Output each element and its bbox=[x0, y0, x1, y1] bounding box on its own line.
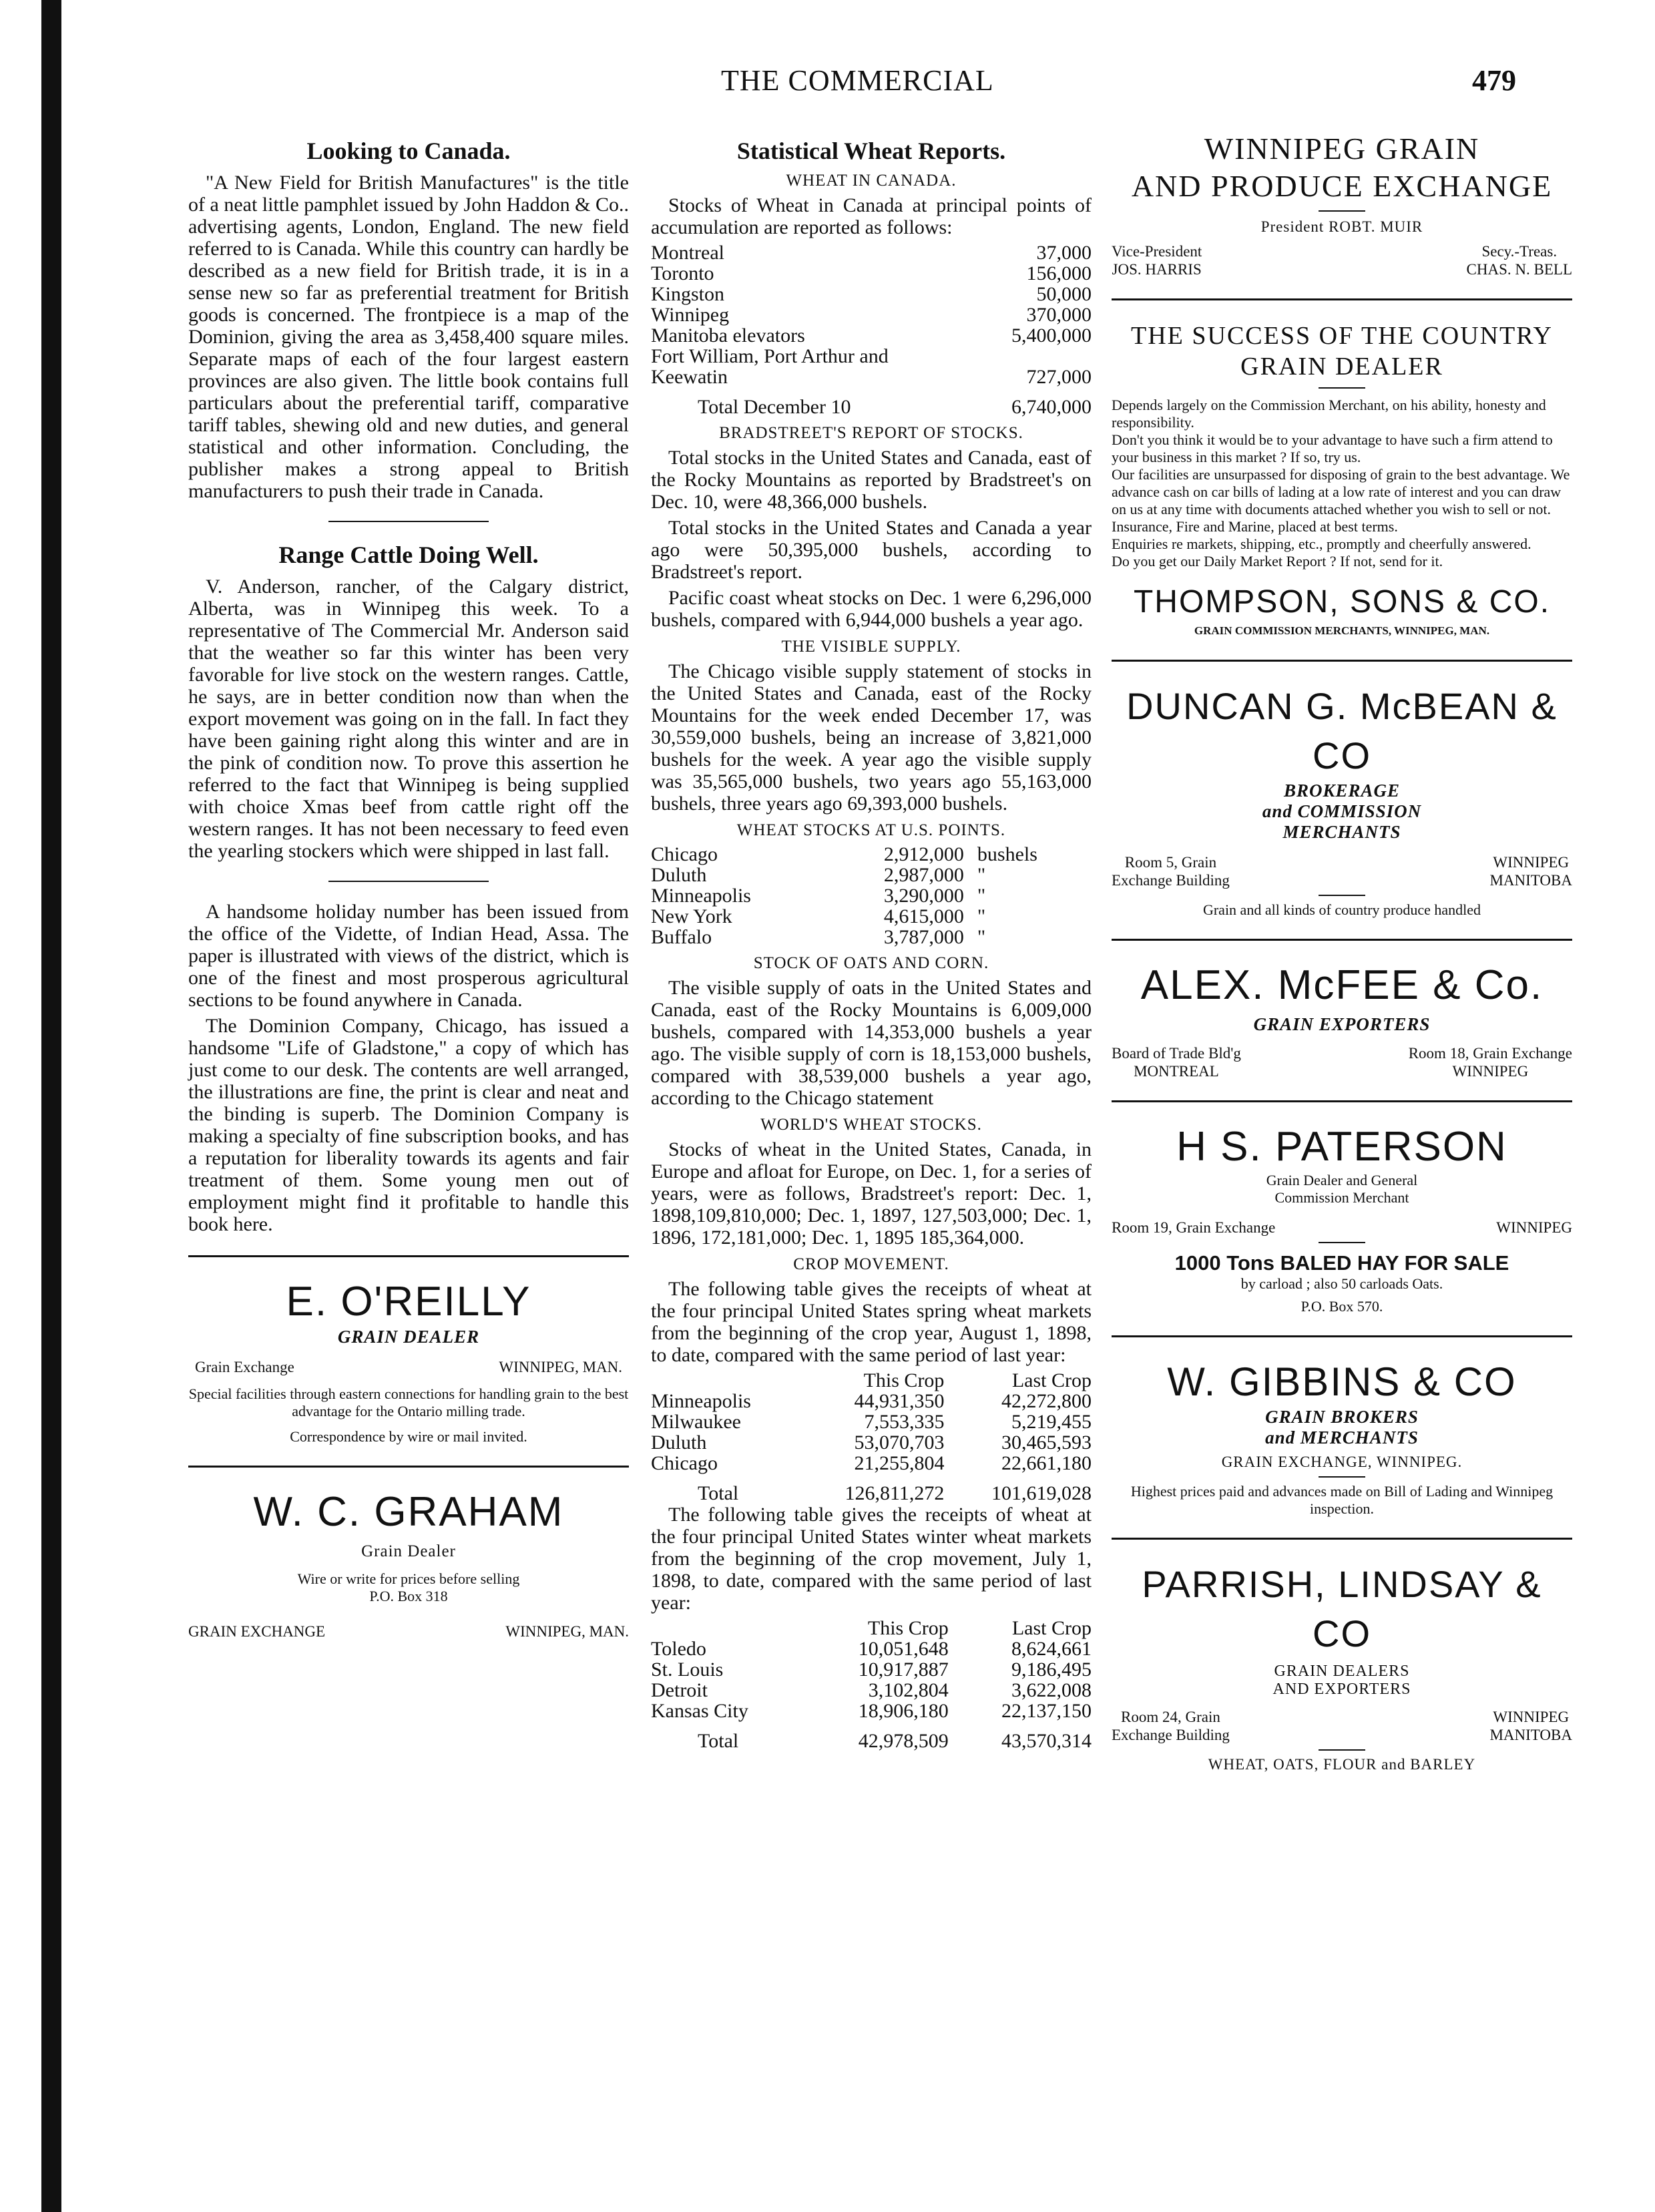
column-1 bbox=[188, 130, 629, 1640]
section-heading: BRADSTREET'S REPORT OF STOCKS. bbox=[719, 424, 1023, 442]
article-title: Looking to Canada. bbox=[306, 138, 511, 164]
article-title: Range Cattle Doing Well. bbox=[278, 541, 539, 568]
ad-subtitle: MERCHANTS bbox=[1282, 822, 1401, 842]
place-cell: Kansas City bbox=[651, 1700, 748, 1722]
ad-text: Enquiries re markets, shipping, etc., promptly and cheerfully answered. bbox=[1112, 535, 1531, 552]
ad-name: WINNIPEG GRAIN bbox=[1204, 132, 1480, 166]
place-cell: Keewatin bbox=[651, 366, 728, 388]
winter-wheat-table bbox=[651, 1618, 1092, 1751]
ad-subtitle: Grain Dealer and General bbox=[1266, 1172, 1418, 1188]
value-cell: 37,000 bbox=[1036, 242, 1092, 264]
ad-note: Grain and all kinds of country produce handled bbox=[1202, 901, 1481, 918]
ad-subtitle: Commission Merchant bbox=[1274, 1189, 1409, 1206]
section-heading: WHEAT STOCKS AT U.S. POINTS. bbox=[736, 821, 1006, 839]
value-cell: 10,051,648 bbox=[858, 1638, 949, 1660]
place-cell: Toledo bbox=[651, 1638, 706, 1660]
ad-address: GRAIN EXCHANGE, WINNIPEG. bbox=[1221, 1454, 1463, 1470]
section-heading: THE VISIBLE SUPPLY. bbox=[781, 638, 961, 656]
ad-headline: THE SUCCESS OF THE COUNTRY bbox=[1131, 322, 1553, 350]
value-cell: 53,070,703 bbox=[854, 1431, 945, 1454]
table-row bbox=[651, 1680, 1092, 1701]
value-cell: 21,255,804 bbox=[854, 1452, 945, 1474]
table-row bbox=[651, 242, 1092, 263]
ad-paterson bbox=[1112, 1122, 1572, 1315]
article-body: Stocks of Wheat in Canada at principal points of accumulation are reported as follows: bbox=[651, 194, 1092, 238]
table-row bbox=[651, 367, 1092, 387]
table-row bbox=[651, 1638, 1092, 1659]
ad-text: Wire or write for prices before selling bbox=[297, 1570, 520, 1587]
value-cell: 3,290,000 bbox=[883, 885, 964, 907]
article-body: "A New Field for British Manufactures" is the title of a neat little pamphlet issued by John Haddon & Co.. advertising agents, London, England. The new field referred to is Canada. While this country can hardly be described as a new field for British trade, it is in a sense new so far as preferential treatment for British goods is concerned. The frontpiece is a map of the Dominion, giving the area as 3,458,400 square miles. Separate maps of each of the four largest eastern provinces are also given. The little book contains full particulars about the preferential tariff, comparative tariff tables, shewing old and new duties, and general statistical and other information. Concluding, the publisher makes a strong appeal to British manufacturers to push their trade in Canada. bbox=[188, 172, 629, 502]
table-row bbox=[651, 1701, 1092, 1721]
article-body: The Chicago visible supply statement of stocks in the United States and Canada, east of the Rocky Mountains for the week ended December 17, was 30,559,000 bushels, being an increase of 3,821,000 bushels for the week. A year ago the visible supply was 35,565,000 bushels, two years ago 55,163,000 bushels, three years ago 69,393,000 bushels. bbox=[651, 660, 1092, 815]
divider bbox=[1112, 1538, 1572, 1540]
divider bbox=[1319, 1476, 1365, 1478]
ad-subtitle: and MERCHANTS bbox=[1265, 1427, 1419, 1448]
article-body: Pacific coast wheat stocks on Dec. 1 were 6,296,000 bushels, compared with 6,944,000 bushels a year ago. bbox=[651, 587, 1092, 631]
place-cell: Buffalo bbox=[651, 926, 712, 948]
section-heading: STOCK OF OATS AND CORN. bbox=[753, 954, 989, 972]
ad-parrish bbox=[1112, 1560, 1572, 1773]
value-cell: 50,000 bbox=[1036, 283, 1092, 305]
ad-name: ALEX. McFEE & Co. bbox=[1140, 962, 1544, 1008]
place-cell: Duluth bbox=[651, 864, 707, 886]
ad-address-right: WINNIPEG, MAN. bbox=[499, 1359, 622, 1375]
ad-text: Our facilities are unsurpassed for disposing of grain to the best advantage. We advance cash on car bills of lading at a low rate of interest and you can draw on us at any time with documents attached whether you wish to sell or not. Insurance, Fire and Marine, placed at best terms. bbox=[1112, 466, 1570, 535]
table-row bbox=[651, 1411, 1092, 1432]
officer-title: Vice-President bbox=[1112, 243, 1202, 260]
ad-president: President ROBT. MUIR bbox=[1260, 218, 1423, 235]
ad-address-right: WINNIPEG MANITOBA bbox=[1489, 854, 1572, 889]
value-cell: 42,272,800 bbox=[1001, 1390, 1092, 1412]
ad-name: THOMPSON, SONS & CO. bbox=[1133, 584, 1551, 620]
divider bbox=[1112, 1335, 1572, 1337]
ad-subtitle: AND EXPORTERS bbox=[1272, 1681, 1411, 1698]
ad-text: P.O. Box 570. bbox=[1301, 1298, 1383, 1315]
value-cell: 10,917,887 bbox=[858, 1658, 949, 1681]
article-body: Total stocks in the United States and Canada, east of the Rocky Mountains as reported by Bradstreet's on Dec. 10, were 48,366,000 bushels. bbox=[651, 447, 1092, 513]
divider bbox=[1112, 1100, 1572, 1102]
article-body: The following table gives the receipts of wheat at the four principal United States winter wheat markets from the beginning of the crop movement, July 1, 1898, to date, compared with the same period of last year: bbox=[651, 1504, 1092, 1614]
column-header: This Crop bbox=[863, 1369, 945, 1391]
place-cell: Kingston bbox=[651, 283, 725, 305]
table-row bbox=[651, 1391, 1092, 1411]
table-header bbox=[651, 1370, 1092, 1391]
ad-subtitle: GRAIN COMMISSION MERCHANTS, WINNIPEG, MAN. bbox=[1194, 624, 1490, 637]
total-value: 126,811,272 bbox=[845, 1482, 945, 1504]
unit-cell: " bbox=[977, 864, 986, 886]
ad-gibbins bbox=[1112, 1357, 1572, 1518]
ad-text: Highest prices paid and advances made on Bill of Lading and Winnipeg inspection. bbox=[1130, 1483, 1554, 1517]
page-header-title: THE COMMERCIAL bbox=[721, 64, 994, 97]
value-cell: 3,622,008 bbox=[1011, 1679, 1092, 1701]
ad-text: P.O. Box 318 bbox=[369, 1588, 448, 1604]
place-cell: St. Louis bbox=[651, 1658, 724, 1681]
value-cell: 22,661,180 bbox=[1001, 1452, 1092, 1474]
divider bbox=[1112, 298, 1572, 300]
ad-text: Special facilities through eastern connections for handling grain to the best advantage for the Ontario milling trade. bbox=[188, 1385, 629, 1419]
ad-footer: WHEAT, OATS, FLOUR and BARLEY bbox=[1208, 1756, 1476, 1773]
value-cell: 4,615,000 bbox=[883, 905, 964, 927]
ad-address-right: WINNIPEG bbox=[1496, 1219, 1572, 1236]
divider bbox=[188, 1255, 629, 1257]
section-heading: WHEAT IN CANADA. bbox=[786, 172, 957, 190]
ad-subtitle: GRAIN DEALER bbox=[337, 1327, 480, 1347]
ad-name: W. C. GRAHAM bbox=[253, 1489, 564, 1535]
divider bbox=[1319, 210, 1365, 212]
value-cell: 370,000 bbox=[1026, 304, 1092, 326]
place-cell: Fort William, Port Arthur and bbox=[651, 345, 889, 367]
total-value: 6,740,000 bbox=[1011, 396, 1092, 418]
value-cell: 5,400,000 bbox=[1011, 324, 1092, 347]
table-row bbox=[651, 844, 1092, 865]
spring-wheat-table bbox=[651, 1370, 1092, 1504]
table-total-row bbox=[651, 1474, 1092, 1504]
ad-address bbox=[195, 1358, 622, 1376]
value-cell: 30,465,593 bbox=[1001, 1431, 1092, 1454]
place-cell: Manitoba elevators bbox=[651, 324, 805, 347]
article-title: Statistical Wheat Reports. bbox=[736, 138, 1006, 164]
place-cell: Montreal bbox=[651, 242, 724, 264]
scan-edge bbox=[41, 0, 61, 2212]
ad-subtitle: GRAIN EXPORTERS bbox=[1253, 1014, 1431, 1034]
officer-name: JOS. HARRIS bbox=[1112, 261, 1202, 278]
value-cell: 3,787,000 bbox=[883, 926, 964, 948]
ad-headline: GRAIN DEALER bbox=[1240, 353, 1443, 381]
value-cell: 156,000 bbox=[1026, 262, 1092, 284]
article-body: Stocks of wheat in the United States, Canada, in Europe and afloat for Europe, on Dec. 1, for a series of years, were as follows, Bradstreet's report: Dec. 1, 1898,109,810,000; Dec. 1, 1897, 127,503,000; Dec. 1, 1896, 172,181,000; Dec. 1, 1895 185,364,000. bbox=[651, 1138, 1092, 1249]
column-2 bbox=[651, 130, 1092, 1751]
place-cell: New York bbox=[651, 905, 732, 927]
place-cell: Toronto bbox=[651, 262, 714, 284]
officer-title: Secy.-Treas. bbox=[1481, 243, 1558, 260]
ad-address bbox=[1112, 853, 1572, 889]
table-row bbox=[651, 927, 1092, 947]
value-cell bbox=[981, 346, 1092, 367]
divider bbox=[1319, 1242, 1365, 1243]
value-cell: 7,553,335 bbox=[864, 1411, 945, 1433]
value-cell: 22,137,150 bbox=[1001, 1700, 1092, 1722]
ad-address-left: Room 19, Grain Exchange bbox=[1112, 1219, 1276, 1236]
column-header: Last Crop bbox=[1011, 1369, 1092, 1391]
place-cell: Winnipeg bbox=[651, 304, 730, 326]
ad-address-right: Room 18, Grain Exchange WINNIPEG bbox=[1408, 1045, 1572, 1080]
ad-address-left: GRAIN EXCHANGE bbox=[188, 1623, 326, 1640]
ad-address-left: Room 24, Grain Exchange Building bbox=[1112, 1709, 1230, 1743]
article-body: The visible supply of oats in the United States and Canada, east of the Rocky Mountains is 6,009,000 bushels, compared with 14,353,000 bushels a year ago. The visible supply of corn is 18,153,000 bushels, compared with 38,539,000 bushels a year ago, according to the Chicago statement bbox=[651, 977, 1092, 1109]
ad-text: Don't you think it would be to your advantage to have such a firm attend to your business in this market ? If so, try us. bbox=[1112, 431, 1553, 465]
officer-left bbox=[1112, 242, 1202, 278]
total-value: 42,978,509 bbox=[858, 1730, 949, 1752]
canada-total bbox=[651, 397, 1092, 417]
ad-headline: 1000 Tons BALED HAY FOR SALE bbox=[1174, 1251, 1509, 1275]
ad-address-right: WINNIPEG MANITOBA bbox=[1489, 1709, 1572, 1743]
column-3 bbox=[1112, 130, 1572, 1773]
ad-oreilly bbox=[188, 1277, 629, 1446]
us-points-table bbox=[651, 844, 1092, 947]
divider bbox=[328, 521, 489, 522]
value-cell: 2,912,000 bbox=[883, 843, 964, 865]
article-body: The following table gives the receipts of wheat at the four principal United States spring wheat markets from the beginning of the crop year, August 1, 1898, to date, compared with the same period of last year: bbox=[651, 1278, 1092, 1366]
table-row bbox=[651, 263, 1092, 284]
divider bbox=[1112, 660, 1572, 662]
divider bbox=[1319, 1749, 1365, 1751]
value-cell: 727,000 bbox=[1026, 366, 1092, 388]
column-header: Last Crop bbox=[1011, 1617, 1092, 1639]
table-row bbox=[651, 325, 1092, 346]
place-cell: Milwaukee bbox=[651, 1411, 741, 1433]
section-heading: WORLD'S WHEAT STOCKS. bbox=[760, 1116, 982, 1134]
value-cell: 5,219,455 bbox=[1011, 1411, 1092, 1433]
article-body: A handsome holiday number has been issued from the office of the Vidette, of Indian Head, Assa. The paper is illustrated with views of the district, which is one of the finest and most prosperous agricultural sections to be found anywhere in Canada. bbox=[188, 901, 629, 1011]
section-heading: CROP MOVEMENT. bbox=[793, 1255, 949, 1273]
divider bbox=[1319, 895, 1365, 896]
value-cell: 2,987,000 bbox=[883, 864, 964, 886]
table-row bbox=[651, 906, 1092, 927]
table-row bbox=[651, 346, 1092, 367]
place-cell: Minneapolis bbox=[651, 885, 751, 907]
ad-name: AND PRODUCE EXCHANGE bbox=[1131, 169, 1553, 203]
ad-mcfee bbox=[1112, 961, 1572, 1080]
ad-address bbox=[1112, 1044, 1572, 1080]
ad-subtitle: Grain Dealer bbox=[361, 1542, 456, 1560]
ad-address-left: Room 5, Grain Exchange Building bbox=[1112, 854, 1230, 889]
table-row bbox=[651, 885, 1092, 906]
divider bbox=[328, 881, 489, 882]
ad-name: DUNCAN G. McBEAN & CO bbox=[1126, 685, 1558, 777]
table-row bbox=[651, 865, 1092, 885]
ad-subtitle: GRAIN BROKERS bbox=[1265, 1407, 1419, 1427]
place-cell: Detroit bbox=[651, 1679, 708, 1701]
ad-note: Correspondence by wire or mail invited. bbox=[290, 1428, 527, 1445]
article-body: Total stocks in the United States and Canada a year ago were 50,395,000 bushels, according to Bradstreet's report. bbox=[651, 517, 1092, 583]
value-cell: 44,931,350 bbox=[854, 1390, 945, 1412]
unit-cell: " bbox=[977, 905, 986, 927]
ad-address bbox=[1112, 1219, 1572, 1237]
ad-graham bbox=[188, 1488, 629, 1640]
table-row bbox=[651, 1659, 1092, 1680]
place-cell: Duluth bbox=[651, 1431, 707, 1454]
place-cell: Minneapolis bbox=[651, 1390, 751, 1412]
officer-name: CHAS. N. BELL bbox=[1466, 261, 1572, 278]
table-header bbox=[651, 1618, 1092, 1638]
column-header: This Crop bbox=[867, 1617, 949, 1639]
unit-cell: " bbox=[977, 926, 986, 948]
ad-officers bbox=[1112, 242, 1572, 278]
divider bbox=[1112, 939, 1572, 941]
value-cell: 3,102,804 bbox=[868, 1679, 949, 1701]
total-label: Total December 10 bbox=[698, 396, 851, 418]
ad-subtitle: GRAIN DEALERS bbox=[1274, 1663, 1410, 1680]
unit-cell: bushels bbox=[977, 843, 1037, 865]
article-body: V. Anderson, rancher, of the Calgary district, Alberta, was in Winnipeg this week. To a representative of The Commercial Mr. Anderson said that the weather so far this winter has been very favorable for live stock on the western ranges. Cattle, he says, are in better condition now than when the export movement was going on in the fall. In fact they have been gaining right along this winter and are in the pink of condition now. To prove this assertion he referred to the fact that Winnipeg is being supplied with choice Xmas beef from cattle right off the western ranges. It has not been necessary to feed even the yearling stockers which were shipped in last fall. bbox=[188, 576, 629, 862]
total-value: 101,619,028 bbox=[991, 1482, 1092, 1504]
ad-thompson bbox=[1112, 320, 1572, 640]
table-row bbox=[651, 1453, 1092, 1474]
ad-name: W. GIBBINS & CO bbox=[1167, 1359, 1517, 1404]
total-value: 43,570,314 bbox=[1001, 1730, 1092, 1752]
canada-stocks-table bbox=[651, 242, 1092, 387]
ad-subtitle: BROKERAGE bbox=[1283, 781, 1401, 801]
ad-name: PARRISH, LINDSAY & CO bbox=[1142, 1563, 1542, 1654]
value-cell: 9,186,495 bbox=[1011, 1658, 1092, 1681]
ad-text: by carload ; also 50 carloads Oats. bbox=[1240, 1275, 1443, 1292]
divider bbox=[1319, 387, 1365, 389]
place-cell: Chicago bbox=[651, 1452, 718, 1474]
total-label: Total bbox=[698, 1482, 739, 1504]
ad-address-right: WINNIPEG, MAN. bbox=[505, 1623, 629, 1640]
ad-address-left: Board of Trade Bld'g MONTREAL bbox=[1112, 1045, 1241, 1080]
total-label: Total bbox=[698, 1730, 739, 1752]
ad-text: Do you get our Daily Market Report ? If not, send for it. bbox=[1112, 553, 1443, 570]
ad-address bbox=[188, 1622, 629, 1640]
ad-subtitle: and COMMISSION bbox=[1262, 801, 1422, 821]
ad-mcbean bbox=[1112, 682, 1572, 919]
table-row bbox=[651, 1432, 1092, 1453]
ad-text: Depends largely on the Commission Merchant, on his ability, honesty and responsibility. bbox=[1112, 397, 1546, 431]
table-row bbox=[651, 304, 1092, 325]
page-number: 479 bbox=[1472, 64, 1516, 97]
ad-address-left: Grain Exchange bbox=[195, 1359, 294, 1375]
unit-cell: " bbox=[977, 885, 986, 907]
ad-name: H S. PATERSON bbox=[1176, 1124, 1507, 1170]
value-cell: 8,624,661 bbox=[1011, 1638, 1092, 1660]
article-body: The Dominion Company, Chicago, has issued a handsome "Life of Gladstone," a copy of which has just come to our desk. The contents are well arranged, the illustrations are fine, the print is clear and neat and the binding is superb. The Dominion Company is making a specialty of fine subscription books, and has a reputation for liberality towards its agents and fair treatment of them. Some young men out of employment might find it profitable to handle this book here. bbox=[188, 1015, 629, 1235]
ad-address bbox=[1112, 1708, 1572, 1744]
officer-right bbox=[1467, 242, 1572, 278]
place-cell: Chicago bbox=[651, 843, 718, 865]
table-row bbox=[651, 284, 1092, 304]
ad-name: E. O'REILLY bbox=[286, 1279, 531, 1325]
value-cell: 18,906,180 bbox=[858, 1700, 949, 1722]
divider bbox=[188, 1466, 629, 1468]
table-total-row bbox=[651, 1721, 1092, 1751]
ad-grain-exchange bbox=[1112, 130, 1572, 278]
